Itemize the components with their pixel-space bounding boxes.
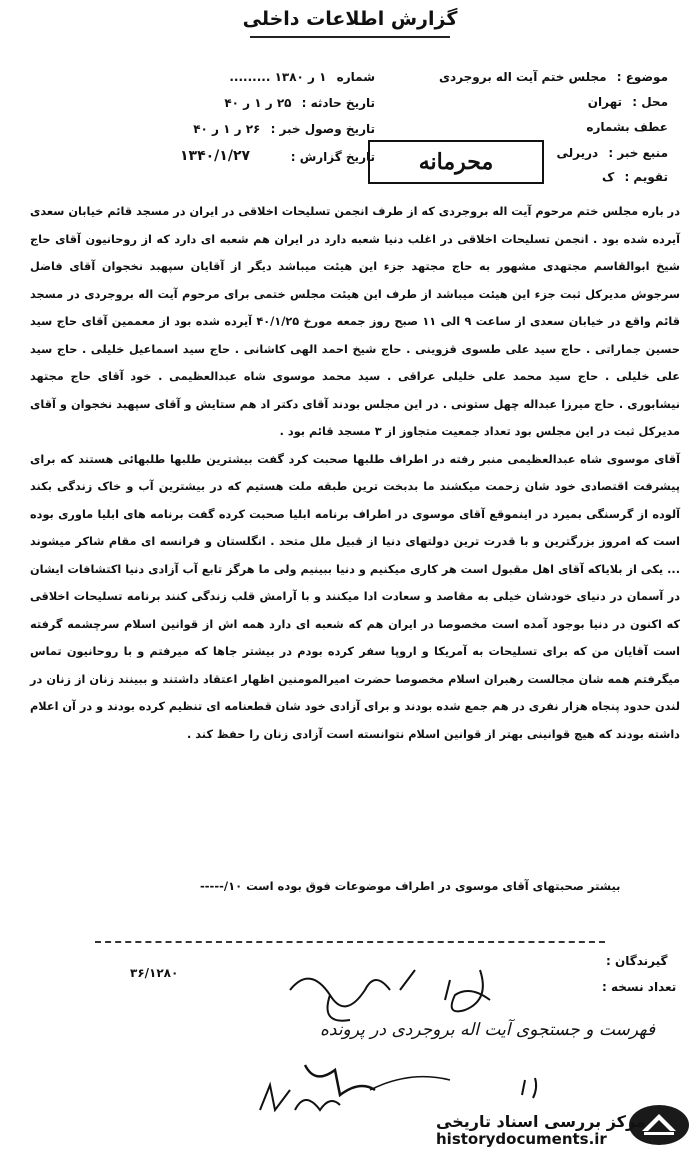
event-date-row: [224, 96, 375, 110]
title-underline: [250, 36, 450, 38]
watermark-url: historydocuments.ir: [436, 1130, 607, 1148]
report-date-row: [291, 150, 375, 164]
event-date-value: ۲۵ ر ۱ ر ۴۰: [224, 96, 292, 110]
report-date-label: تاریخ گزارش :: [290, 150, 375, 164]
number-row: [229, 70, 375, 84]
subject-value: مجلس ختم آیت اله بروجردی: [439, 70, 607, 84]
event-date-label: تاریخ حادثه :: [301, 96, 375, 110]
place-value: تهران: [587, 95, 623, 109]
regarding-row: [586, 120, 668, 134]
evaluation-label: تقویم :: [624, 170, 668, 184]
place-row: [588, 95, 668, 109]
source-label: منبع خبر :: [608, 146, 668, 160]
copies-label: تعداد نسخه :: [602, 980, 677, 994]
report-title: گزارش اطلاعات داخلی: [242, 8, 458, 30]
receive-date-row: [193, 122, 375, 136]
body-paragraph: آقای موسوی شاه عبدالعظیمی منبر رفته در اطراف طلبها صحبت کرد گفت بیشترین طلبها طلبهائی هستند که برای پیشرفت اقتصادی خود شان زحمت میکشند ما بدبخت ترین طبقه ملت هستیم که در بیشترین آب و خاک زندگی بکند آلوده از گرسنگی بمیرد در اینموقع آقای موسوی در اطراف برنامه ابلیا صحبت کرده گفت برنامه های ابلیا ماوری بوده است که امروز بزرگترین و با قدرت ترین دولتهای دنیا از قبیل ملل متحد . انگلستان و فرانسه ای مقام شاکر میشوند ... یکی از بلایاکه آقای اهل مقبول است هر کاری میکنیم و دنیا ببینیم ولی ما هرگز تابع آب آزادی دنیا اکتشافات ایشان در آسمان در دنیای خودشان خیلی به مقاصد و سعادت ادا میکنند و با آرامش قلب زندگی کنند برنامه تسلیحات اخلاقی که اکنون در دنیا بوجود آمده است مخصوصا در ایران هم که شعبه ای دارد همه اش از قوانین اسلام سرچشمه گرفته است آقایان من که برای تسلیحات به آمریکا و اروپا سفر کرده بودم در بیشتر جاها که میرفتم و با روحانیون تماس میگرفتم همه شان مجالست رهبران اسلام مخصوصا حضرت امیرالمومنین اظهار اعتقاد داشتند و ببینند زنان از زنان در لندن حدود پنجاه هزار نفری در هم جمع شده بودند و برای آزادی خود شان قطعنامه ای تنظیم کرده بودند و در آن اعلام داشته بودند که هیچ قوانینی بهتر از قوانین اسلام نتوانسته است آزادی زنان را حفظ کند .: [30, 452, 680, 741]
footer-divider: [95, 941, 605, 943]
report-body: [30, 198, 680, 748]
receive-date-label: تاریخ وصول خبر :: [270, 122, 375, 136]
confidential-stamp: محرمانه: [368, 140, 544, 184]
report-date-value: ۱۳۴۰/۱/۲۷: [180, 148, 251, 164]
receive-date-value: ۲۶ ر ۱ ر ۴۰: [193, 122, 261, 136]
subject-row: [439, 70, 668, 84]
recipients-label: گیرندگان :: [606, 954, 668, 968]
handwritten-note: فهرست و جستجوی آیت اله بروجردی در پرونده: [320, 1020, 656, 1040]
evaluation-row: [602, 170, 668, 184]
evaluation-value: ک: [601, 170, 615, 184]
number-value: ۱ ر ۱۳۸۰ .........: [229, 70, 327, 84]
number-label: شماره: [336, 70, 375, 84]
source-row: [557, 146, 668, 160]
handwritten-signature: [250, 960, 580, 1130]
report-ending: بیشتر صحبتهای آقای موسوی در اطراف موضوعات فوق بوده است ۱۰/-----: [200, 879, 621, 893]
place-label: محل :: [632, 95, 668, 109]
watermark-name: مرکز بررسی اسناد تاریخی: [436, 1112, 646, 1131]
body-paragraph: در باره مجلس ختم مرحوم آیت اله بروجردی که از طرف انجمن تسلیحات اخلاقی در ایران در مسجد قائم خیابان سعدی آیرده شده بود . انجمن تسلیحات اخلاقی در اغلب دنیا شعبه دارد در ایران هم شعبه ای دارد که از روحانیون آقای حاج شیخ ابوالقاسم مجتهدی مشهور به حاج مجتهد جزء این هیئت میباشد دیگر از آقایان سپهبد نخجوان آقای فاضل سرجوش مدیرکل ثبت جزء این هیئت میباشد از طرف این هیئت مجلس ختمی برای مرحوم آیت اله بروجردی در مسجد قائم واقع در خیابان سعدی از ساعت ۹ الی ۱۱ صبح روز جمعه مورخ ۴۰/۱/۲۵ آیرده شده بود از معممین آقای حاج سید حسین جماراتی . حاج سید علی طسوی قزوینی . حاج شیخ احمد الهی کاشانی . حاج سید اسماعیل خلیلی . حاج سید علی خلیلی . حاج سید محمد علی خلیلی عراقی . سید محمد موسوی شاه عبدالعظیمی . خود آقای حاج مجتهد نیشابوری . حاج میرزا عبداله چهل ستونی . در این مجلس بودند آقای دکتر اد هم ستایش و آقای سپهبد نخجوان و آقای مدیرکل ثبت در این مجلس بود تعداد جمعیت متجاوز از ۳ مسجد قائم بود .: [30, 205, 681, 438]
reference-number: ۳۶/۱۲۸۰: [130, 966, 179, 980]
regarding-label: عطف بشماره: [586, 120, 668, 134]
source-value: دریرلی: [556, 146, 599, 160]
subject-label: موضوع :: [616, 70, 668, 84]
